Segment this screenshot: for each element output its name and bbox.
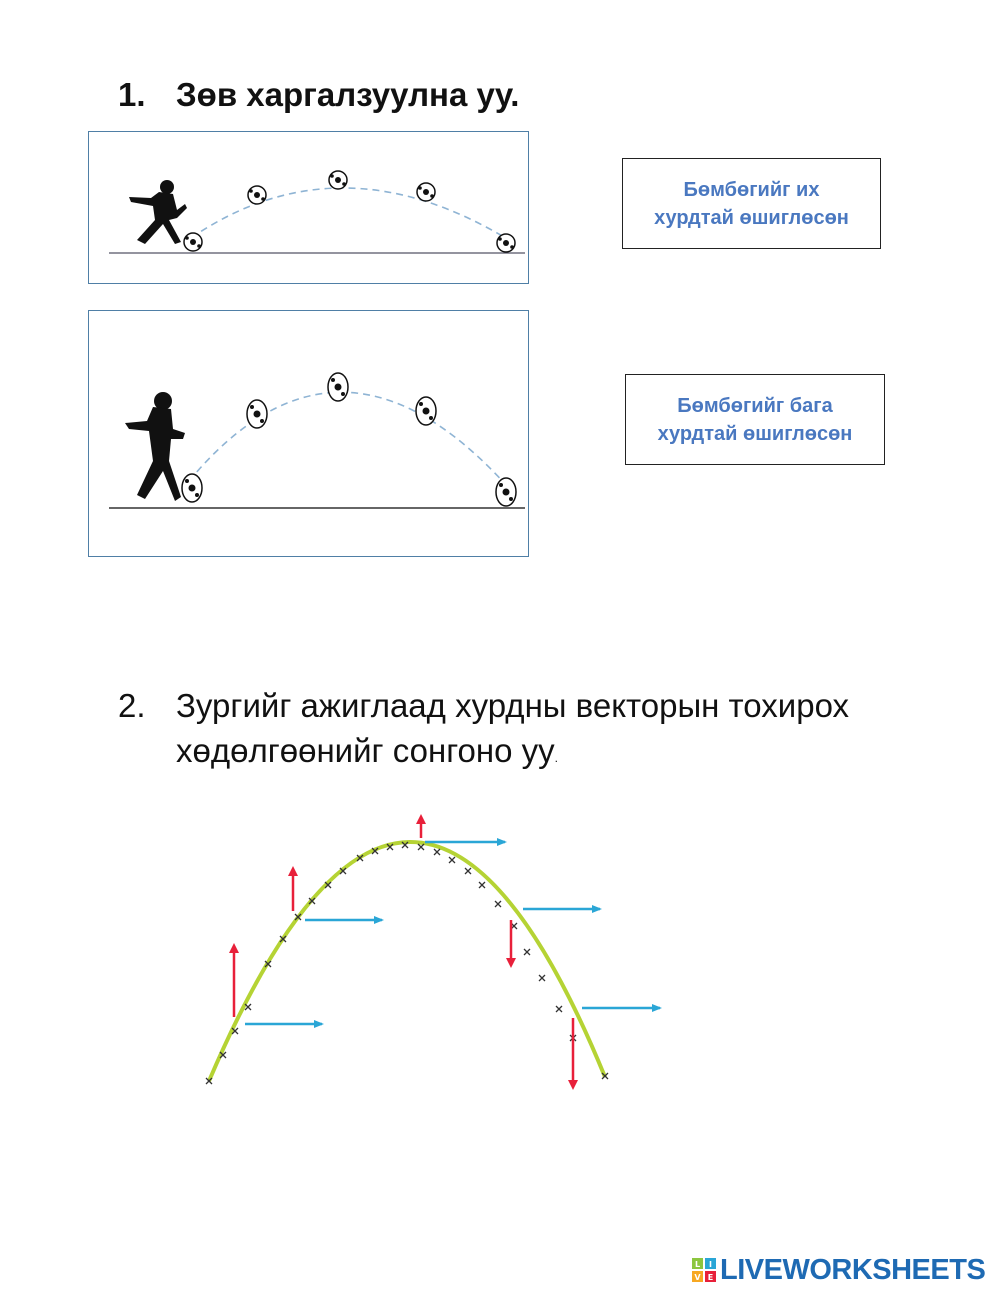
answer-option-line1: Бөмбөгийг бага: [677, 394, 833, 417]
soccer-ball-icon: [247, 400, 267, 428]
player-silhouette-icon: [129, 180, 187, 244]
logo-letter: V: [694, 1273, 701, 1282]
logo-letter: E: [707, 1273, 714, 1282]
logo-letter: I: [709, 1260, 712, 1269]
kick-picture-high-arc: [88, 310, 529, 557]
answer-option-line1: Бөмбөгийг их: [683, 178, 820, 201]
soccer-ball-icon: [329, 171, 347, 189]
trajectory-markers: [206, 842, 608, 1084]
vertical-velocity-vectors: [234, 819, 573, 1085]
logo-letter: L: [694, 1260, 701, 1269]
answer-option-line2: хурдтай өшиглөсөн: [657, 422, 853, 445]
question2-line2: хөдөлгөөнийг сонгоно уу: [176, 732, 555, 769]
soccer-ball-icon: [417, 183, 435, 201]
question2-trailing-period: .: [554, 751, 558, 765]
player-silhouette-icon: [125, 392, 185, 501]
answer-option-line2: хурдтай өшиглөсөн: [654, 206, 849, 229]
liveworksheets-logo: [692, 1254, 985, 1286]
soccer-ball-icon: [416, 397, 436, 425]
kick-illustration-low: [89, 132, 530, 285]
soccer-ball-icon: [182, 474, 202, 502]
liveworksheets-wordmark: LIVEWORKSHEETS: [720, 1253, 986, 1286]
liveworksheets-logo-icon: [692, 1258, 716, 1282]
answer-option-high-speed[interactable]: [622, 158, 881, 249]
answer-option-low-speed[interactable]: [625, 374, 885, 465]
question1-number: 1.: [118, 76, 146, 113]
soccer-ball-icon: [184, 233, 202, 251]
soccer-ball-icon: [328, 373, 348, 401]
question2-line1: Зургийг ажиглаад хурдны векторын тохирох: [176, 687, 850, 724]
kick-illustration-high: [89, 311, 530, 558]
kick-picture-low-arc: [88, 131, 529, 284]
question1-title: [118, 76, 519, 114]
trajectory-curve: [209, 842, 605, 1081]
horizontal-velocity-vectors: [245, 842, 660, 1024]
question1-text: Зөв харгалзуулна уу.: [176, 76, 520, 113]
soccer-ball-icon: [248, 186, 266, 204]
question2-text: [176, 683, 956, 781]
question2-number: 2.: [118, 687, 146, 724]
velocity-vector-diagram: [190, 805, 690, 1105]
soccer-ball-icon: [496, 478, 516, 506]
soccer-ball-icon: [497, 234, 515, 252]
